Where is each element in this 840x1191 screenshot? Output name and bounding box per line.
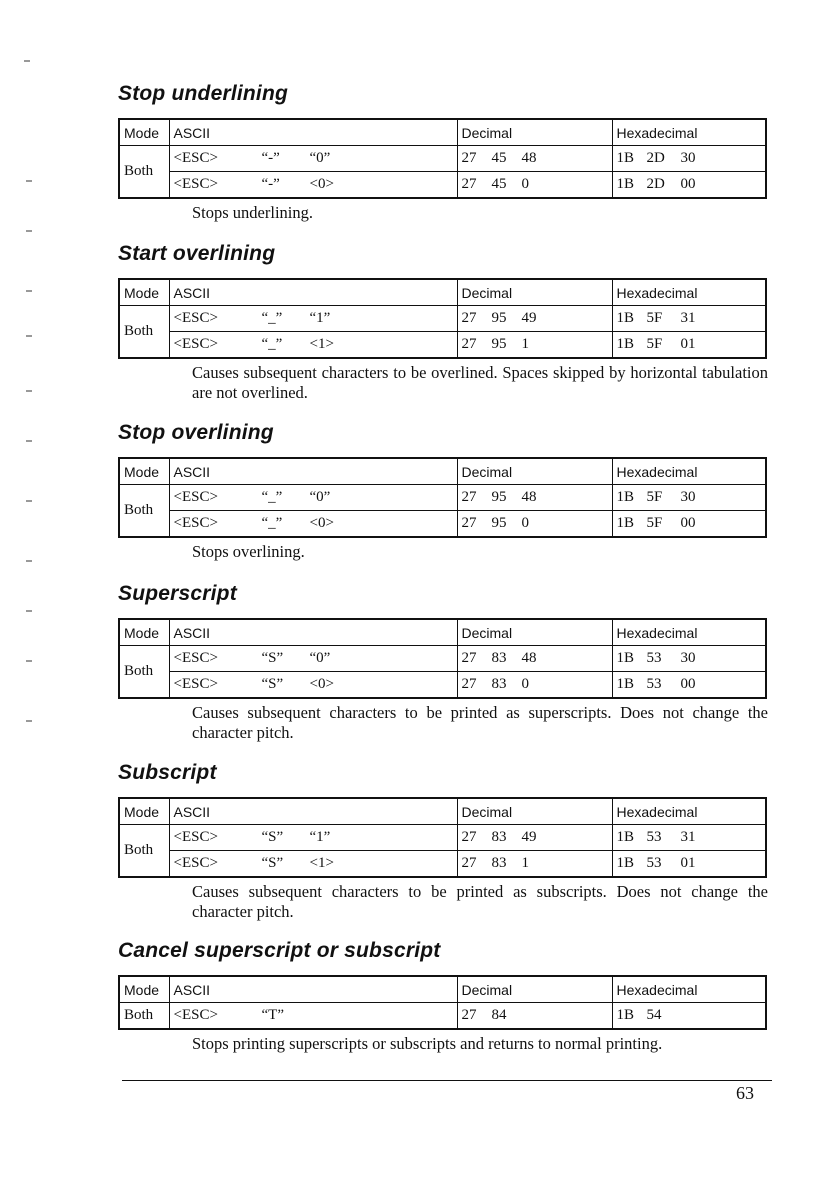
column-header-hex: Hexadecimal <box>612 279 766 306</box>
hex-cell <box>612 1003 766 1030</box>
hex-cell-part: 5F <box>646 336 663 352</box>
ascii-cell <box>169 851 457 878</box>
section-description: Causes subsequent characters to be overlined. Spaces skipped by horizontal tabulation are not overlined. <box>192 363 768 402</box>
column-header-decimal: Decimal <box>457 279 612 306</box>
decimal-cell <box>457 825 612 851</box>
section-cancel-superscript-subscript <box>118 939 768 1054</box>
hex-cell-part: 30 <box>680 150 696 166</box>
table-row <box>119 851 766 878</box>
table-row <box>119 146 766 172</box>
ascii-cell-part: “_” <box>261 515 283 531</box>
hex-cell <box>612 825 766 851</box>
hex-cell-part: 31 <box>680 829 696 845</box>
decimal-cell <box>457 485 612 511</box>
mode-cell: Both <box>119 146 169 199</box>
command-table <box>118 618 767 699</box>
ascii-cell-part: “1” <box>309 310 331 326</box>
decimal-cell-part: 83 <box>491 855 507 871</box>
decimal-cell-part: 49 <box>521 829 537 845</box>
hex-cell-part: 53 <box>646 676 662 692</box>
table-row <box>119 1003 766 1030</box>
section-description: Causes subsequent characters to be printed as subscripts. Does not change the character pitch. <box>192 882 768 921</box>
hex-cell-part: 1B <box>616 515 635 531</box>
decimal-cell <box>457 332 612 359</box>
hex-cell-part: 2D <box>646 176 665 192</box>
command-table <box>118 118 767 199</box>
hex-cell <box>612 172 766 199</box>
hex-cell-part: 00 <box>680 515 696 531</box>
hex-cell <box>612 646 766 672</box>
table-row <box>119 172 766 199</box>
hex-cell-part: 5F <box>646 489 663 505</box>
ascii-cell <box>169 646 457 672</box>
ascii-cell <box>169 1003 457 1030</box>
decimal-cell-part: 45 <box>491 176 507 192</box>
ascii-cell-part: <ESC> <box>173 310 218 326</box>
command-table <box>118 797 767 878</box>
ascii-cell-part: “1” <box>309 829 331 845</box>
hex-cell-part: 30 <box>680 650 696 666</box>
decimal-cell <box>457 672 612 699</box>
hex-cell <box>612 306 766 332</box>
ascii-cell-part: <ESC> <box>173 650 218 666</box>
column-header-hex: Hexadecimal <box>612 976 766 1003</box>
column-header-mode: Mode <box>119 458 169 485</box>
ascii-cell-part: <ESC> <box>173 489 218 505</box>
section-description: Stops underlining. <box>192 203 314 222</box>
hex-cell <box>612 851 766 878</box>
decimal-cell-part: 0 <box>521 176 529 192</box>
table-row <box>119 485 766 511</box>
decimal-cell-part: 27 <box>461 650 477 666</box>
ascii-cell-part: <1> <box>309 336 334 352</box>
hex-cell-part: 01 <box>680 336 696 352</box>
column-header-decimal: Decimal <box>457 798 612 825</box>
column-header-mode: Mode <box>119 798 169 825</box>
column-header-hex: Hexadecimal <box>612 619 766 646</box>
ascii-cell-part: “S” <box>261 650 284 666</box>
ascii-cell-part: <ESC> <box>173 176 218 192</box>
decimal-cell-part: 1 <box>521 336 529 352</box>
column-header-decimal: Decimal <box>457 619 612 646</box>
decimal-cell-part: 27 <box>461 1007 477 1023</box>
decimal-cell <box>457 851 612 878</box>
hex-cell <box>612 332 766 359</box>
ascii-cell-part: <ESC> <box>173 515 218 531</box>
hex-cell-part: 54 <box>646 1007 662 1023</box>
hex-cell-part: 5F <box>646 310 663 326</box>
ascii-cell <box>169 672 457 699</box>
ascii-cell-part: “_” <box>261 310 283 326</box>
page-number: 63 <box>736 1083 754 1103</box>
column-header-mode: Mode <box>119 619 169 646</box>
ascii-cell-part: “T” <box>261 1007 284 1023</box>
decimal-cell-part: 27 <box>461 336 477 352</box>
ascii-cell <box>169 511 457 538</box>
hex-cell <box>612 511 766 538</box>
section-description: Causes subsequent characters to be printed as superscripts. Does not change the character pitch. <box>192 703 768 742</box>
decimal-cell-part: 27 <box>461 855 477 871</box>
hex-cell-part: 5F <box>646 515 663 531</box>
decimal-cell-part: 27 <box>461 310 477 326</box>
ascii-cell-part: “_” <box>261 336 283 352</box>
decimal-cell-part: 27 <box>461 515 477 531</box>
decimal-cell-part: 27 <box>461 489 477 505</box>
section-heading: Cancel superscript or subscript <box>118 939 441 962</box>
ascii-cell-part: “0” <box>309 150 331 166</box>
decimal-cell-part: 27 <box>461 176 477 192</box>
ascii-cell-part: <ESC> <box>173 1007 218 1023</box>
mode-cell: Both <box>119 1003 169 1030</box>
section-stop-underlining <box>118 82 768 223</box>
column-header-ascii: ASCII <box>169 798 457 825</box>
mode-cell: Both <box>119 646 169 699</box>
decimal-cell-part: 83 <box>491 829 507 845</box>
ascii-cell-part: “-” <box>261 176 280 192</box>
column-header-mode: Mode <box>119 279 169 306</box>
hex-cell-part: 1B <box>616 855 635 871</box>
table-row <box>119 825 766 851</box>
hex-cell-part: 1B <box>616 676 635 692</box>
hex-cell-part: 2D <box>646 150 665 166</box>
decimal-cell-part: 95 <box>491 310 507 326</box>
table-row <box>119 672 766 699</box>
mode-cell: Both <box>119 485 169 538</box>
mode-cell: Both <box>119 306 169 359</box>
hex-cell-part: 31 <box>680 310 696 326</box>
ascii-cell-part: “S” <box>261 676 284 692</box>
hex-cell-part: 01 <box>680 855 696 871</box>
decimal-cell-part: 48 <box>521 650 537 666</box>
column-header-decimal: Decimal <box>457 458 612 485</box>
ascii-cell-part: <0> <box>309 515 334 531</box>
hex-cell-part: 53 <box>646 829 662 845</box>
table-row <box>119 511 766 538</box>
column-header-hex: Hexadecimal <box>612 458 766 485</box>
table-row <box>119 332 766 359</box>
decimal-cell-part: 27 <box>461 676 477 692</box>
ascii-cell <box>169 146 457 172</box>
section-description: Stops overlining. <box>192 542 305 561</box>
decimal-cell-part: 0 <box>521 515 529 531</box>
hex-cell-part: 1B <box>616 650 635 666</box>
decimal-cell-part: 83 <box>491 650 507 666</box>
decimal-cell <box>457 172 612 199</box>
decimal-cell-part: 0 <box>521 676 529 692</box>
decimal-cell <box>457 306 612 332</box>
column-header-ascii: ASCII <box>169 279 457 306</box>
ascii-cell-part: <ESC> <box>173 150 218 166</box>
ascii-cell-part: “0” <box>309 650 331 666</box>
decimal-cell-part: 83 <box>491 676 507 692</box>
hex-cell-part: 1B <box>616 1007 635 1023</box>
column-header-decimal: Decimal <box>457 119 612 146</box>
ascii-cell-part: <0> <box>309 676 334 692</box>
decimal-cell-part: 48 <box>521 150 537 166</box>
ascii-cell <box>169 332 457 359</box>
table-row <box>119 646 766 672</box>
ascii-cell-part: “S” <box>261 855 284 871</box>
decimal-cell-part: 1 <box>521 855 529 871</box>
hex-cell-part: 30 <box>680 489 696 505</box>
hex-cell-part: 1B <box>616 150 635 166</box>
section-start-overlining <box>118 242 768 403</box>
section-stop-overlining <box>118 421 768 562</box>
section-superscript <box>118 582 768 743</box>
decimal-cell-part: 45 <box>491 150 507 166</box>
mode-cell: Both <box>119 825 169 878</box>
hex-cell <box>612 672 766 699</box>
left-margin-scan-marks <box>0 0 40 1191</box>
hex-cell-part: 00 <box>680 176 696 192</box>
section-heading: Stop overlining <box>118 421 274 444</box>
column-header-hex: Hexadecimal <box>612 798 766 825</box>
hex-cell-part: 53 <box>646 650 662 666</box>
column-header-ascii: ASCII <box>169 458 457 485</box>
column-header-ascii: ASCII <box>169 976 457 1003</box>
section-heading: Start overlining <box>118 242 276 265</box>
ascii-cell-part: <ESC> <box>173 855 218 871</box>
decimal-cell <box>457 511 612 538</box>
decimal-cell-part: 48 <box>521 489 537 505</box>
column-header-hex: Hexadecimal <box>612 119 766 146</box>
hex-cell-part: 00 <box>680 676 696 692</box>
decimal-cell <box>457 646 612 672</box>
footer-rule <box>122 1080 772 1081</box>
hex-cell <box>612 146 766 172</box>
command-table <box>118 278 767 359</box>
ascii-cell-part: <ESC> <box>173 829 218 845</box>
decimal-cell-part: 95 <box>491 336 507 352</box>
decimal-cell <box>457 1003 612 1030</box>
ascii-cell <box>169 485 457 511</box>
hex-cell-part: 1B <box>616 176 635 192</box>
column-header-decimal: Decimal <box>457 976 612 1003</box>
decimal-cell-part: 84 <box>491 1007 507 1023</box>
hex-cell-part: 1B <box>616 336 635 352</box>
ascii-cell-part: <ESC> <box>173 676 218 692</box>
section-heading: Subscript <box>118 761 217 784</box>
ascii-cell <box>169 306 457 332</box>
column-header-mode: Mode <box>119 119 169 146</box>
column-header-ascii: ASCII <box>169 619 457 646</box>
ascii-cell-part: “0” <box>309 489 331 505</box>
hex-cell-part: 1B <box>616 310 635 326</box>
section-heading: Stop underlining <box>118 82 289 105</box>
column-header-mode: Mode <box>119 976 169 1003</box>
section-heading: Superscript <box>118 582 237 605</box>
decimal-cell-part: 95 <box>491 515 507 531</box>
section-description: Stops printing superscripts or subscripts and returns to normal printing. <box>192 1034 663 1053</box>
ascii-cell-part: <0> <box>309 176 334 192</box>
column-header-ascii: ASCII <box>169 119 457 146</box>
command-table <box>118 457 767 538</box>
section-subscript <box>118 761 768 922</box>
decimal-cell-part: 95 <box>491 489 507 505</box>
ascii-cell-part: “S” <box>261 829 284 845</box>
ascii-cell-part: <1> <box>309 855 334 871</box>
hex-cell <box>612 485 766 511</box>
decimal-cell-part: 49 <box>521 310 537 326</box>
decimal-cell <box>457 146 612 172</box>
ascii-cell <box>169 825 457 851</box>
ascii-cell-part: “-” <box>261 150 280 166</box>
hex-cell-part: 1B <box>616 489 635 505</box>
table-row <box>119 306 766 332</box>
decimal-cell-part: 27 <box>461 829 477 845</box>
hex-cell-part: 53 <box>646 855 662 871</box>
ascii-cell <box>169 172 457 199</box>
command-table <box>118 975 767 1030</box>
decimal-cell-part: 27 <box>461 150 477 166</box>
ascii-cell-part: <ESC> <box>173 336 218 352</box>
hex-cell-part: 1B <box>616 829 635 845</box>
ascii-cell-part: “_” <box>261 489 283 505</box>
